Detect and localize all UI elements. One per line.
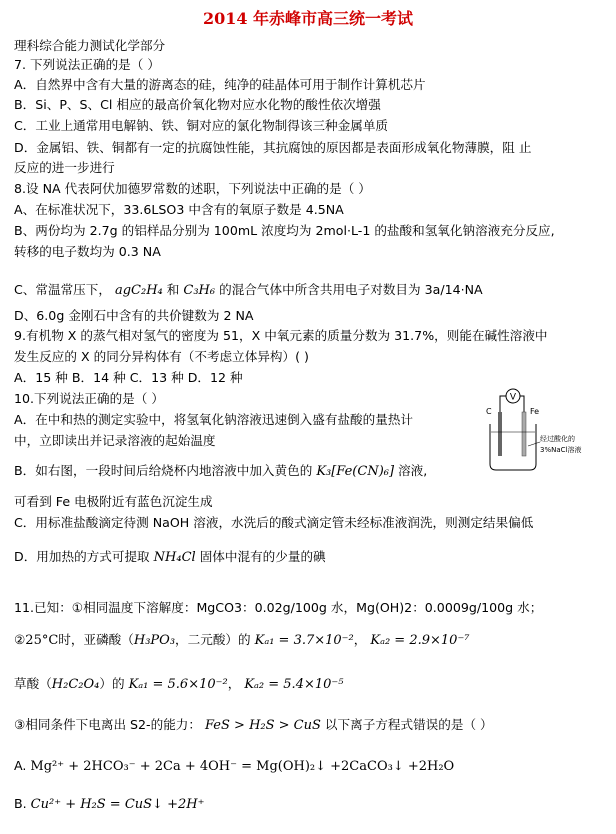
q8-stem: 8.设 NA 代表阿伏加德罗常数的述职，下列说法中正确的是（ ） xyxy=(14,181,371,196)
s2-ability-order: FeS > H₂S > CuS xyxy=(205,718,321,733)
q11-line4-prefix: ③相同条件下电离出 S2-的能力： xyxy=(14,717,201,732)
q11-line3-post: ）的 xyxy=(99,676,125,691)
formula-h3po3: H₃PO₃ xyxy=(133,633,176,648)
formula-c3h6: C₃H₆ xyxy=(183,283,216,298)
q11-option-b xyxy=(14,796,204,813)
q7-option-d-line2: 反应的进一步进行 xyxy=(14,160,115,175)
q11-line2-prefix: ② xyxy=(14,632,26,647)
q8-option-b-line2: 转移的电子数均为 0.3 NA xyxy=(14,244,161,259)
q11-option-a xyxy=(14,758,454,775)
q10-option-a-line1: A．在中和热的测定实验中，将氢氧化钠溶液迅速倒入盛有盐酸的量热计 xyxy=(14,412,414,427)
q11-line1: 11.已知：①相同温度下溶解度：MgCO3：0.02g/100g 水，Mg(OH)2：0.0009g/100g 水； xyxy=(14,600,543,615)
electrode-c xyxy=(498,412,502,456)
q9-stem-line1: 9.有机物 X 的蒸气相对氢气的密度为 51，X 中氧元素的质量分数为 31.7%，则能在碱性溶液中 xyxy=(14,328,548,343)
formula-c2h4: agC₂H₄ xyxy=(114,283,163,298)
q11-line4-suffix: 以下离子方程式错误的是（ ） xyxy=(324,717,493,732)
section-heading: 理科综合能力测试化学部分 xyxy=(14,38,166,53)
q7-option-c: C．工业上通常用电解钠、铁、铜对应的氯化物制得该三种金属单质 xyxy=(14,118,389,133)
q10-option-d xyxy=(14,549,326,566)
q10-option-a-line2: 中，立即读出并记录溶液的起始温度 xyxy=(14,433,216,448)
q10-option-d-prefix: D．用加热的方式可提取 xyxy=(14,549,150,564)
q8-option-c xyxy=(14,282,483,299)
q8-option-c-and: 和 xyxy=(166,282,180,297)
q8-option-b-line1: B、两份均为 2.7g 的铝样品分别为 100mL 浓度均为 2mol·L-1 的盐酸和氢氧化钠溶液充分反应, xyxy=(14,223,555,238)
q11-line2-post: ，二元酸）的 xyxy=(175,632,251,647)
electrode-fe xyxy=(522,412,526,456)
q7-option-a: A．自然界中含有大量的游离态的硅，纯净的硅晶体可用于制作计算机芯片 xyxy=(14,77,426,92)
q8-option-c-prefix: C、常温常压下， xyxy=(14,282,111,297)
page-title: 2014 年赤峰市高三统一考试 xyxy=(202,9,414,28)
q8-option-d: D、6.0g 金刚石中含有的共价键数为 2 NA xyxy=(14,308,254,323)
q11-line2: ②25°C时，亚磷酸（H₃PO₃，二元酸）的 Kₐ₁ = 3.7×10⁻²， Kₐ₂ = 2.9×10⁻⁷ xyxy=(14,632,470,648)
voltmeter-label: V xyxy=(509,392,517,403)
q10-option-b-suffix: 溶液, xyxy=(398,463,428,478)
equation-a: Mg²⁺ + 2HCO₃⁻ + 2Ca + 4OH⁻ = Mg(OH)₂↓ +2CaCO₃↓ +2H₂O xyxy=(30,759,455,774)
q8-option-a: A、在标准状况下，33.6LSO3 中含有的氧原子数是 4.5NA xyxy=(14,202,344,217)
q10-stem: 10.下列说法正确的是（ ） xyxy=(14,391,164,406)
electrode-c-label: C xyxy=(486,407,492,416)
q11-line4 xyxy=(14,717,493,734)
ka1-oxalic: Kₐ₁ = 5.6×10⁻² xyxy=(128,677,228,692)
q7-option-d-line1: D．金属铝、铁、铜都有一定的抗腐蚀性能，其抗腐蚀的原因都是表面形成氧化物薄膜，阻 止 xyxy=(14,140,532,155)
q11-line3-prefix: 草酸（ xyxy=(14,676,52,691)
formula-nh4cl: NH₄Cl xyxy=(153,550,196,565)
formula-potassium-ferricyanide: K₃[Fe(CN)₆] xyxy=(316,464,395,479)
q10-option-c: C．用标准盐酸滴定待测 NaOH 溶液，水洗后的酸式滴定管未经标准液润洗，则测定结果偏低 xyxy=(14,515,534,530)
equation-b: Cu²⁺ + H₂S = CuS↓ +2H⁺ xyxy=(30,797,205,812)
q8-option-c-suffix: 的混合气体中所含共用电子对数目为 3a/14·NA xyxy=(219,282,483,297)
q9-stem-line2: 发生反应的 X 的同分异构体有（不考虑立体异构）( ) xyxy=(14,349,309,364)
q10-option-b-prefix: B．如右图，一段时间后给烧杯内地溶液中加入黄色的 xyxy=(14,463,313,478)
q11-option-b-label: B. xyxy=(14,796,27,811)
q7-stem: 7. 下列说法正确的是（ ） xyxy=(14,57,160,72)
electrode-fe-label: Fe xyxy=(530,407,540,416)
q9-options: A．15 种 B．14 种 C．13 种 D．12 种 xyxy=(14,370,243,385)
electrochemical-cell-figure xyxy=(480,386,598,476)
q11-line2-mid: 时，亚磷酸（ xyxy=(58,632,134,647)
figure-caption-2: 3%NaCl溶液 xyxy=(540,446,582,454)
q10-option-b-line1 xyxy=(14,463,427,480)
q7-option-b: B．Si、P、S、Cl 相应的最高价氧化物对应水化物的酸性依次增强 xyxy=(14,97,381,112)
beaker xyxy=(490,424,536,470)
ka2-oxalic: Kₐ₂ = 5.4×10⁻⁵ xyxy=(244,677,344,692)
ka2-h3po3: Kₐ₂ = 2.9×10⁻⁷ xyxy=(370,633,470,648)
ka1-h3po3: Kₐ₁ = 3.7×10⁻² xyxy=(254,633,354,648)
q10-option-b-line2: 可看到 Fe 电极附近有蓝色沉淀生成 xyxy=(14,494,213,509)
q10-option-d-suffix: 固体中混有的少量的碘 xyxy=(199,549,326,564)
caption-pointer xyxy=(528,442,540,446)
figure-caption-1: 经过酸化的 xyxy=(540,435,575,443)
q11-option-a-label: A. xyxy=(14,758,27,773)
q11-line3: 草酸（H₂C₂O₄）的 Kₐ₁ = 5.6×10⁻²， Kₐ₂ = 5.4×10⁻⁵ xyxy=(14,676,344,692)
temperature-25c: 25°C xyxy=(25,633,59,648)
formula-h2c2o4: H₂C₂O₄ xyxy=(51,677,100,692)
